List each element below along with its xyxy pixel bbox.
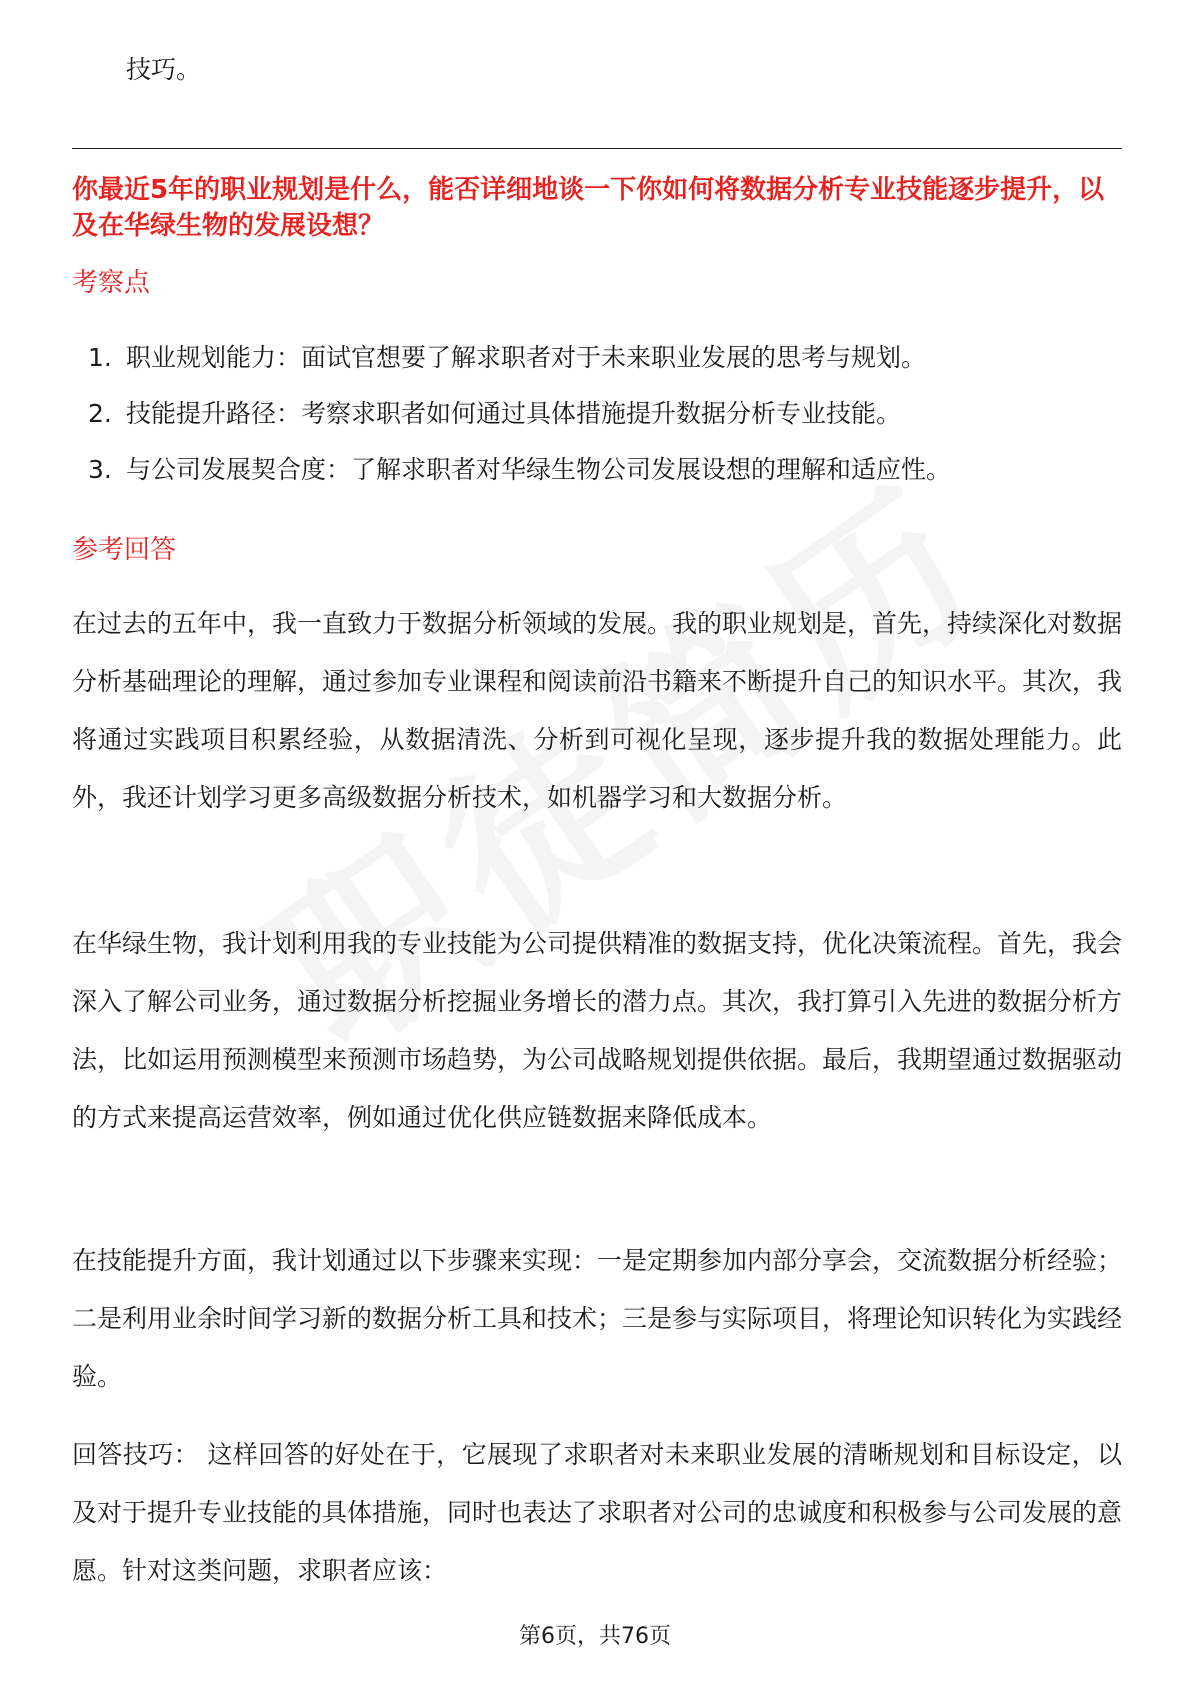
- list-item-text: 职业规划能力：面试官想要了解求职者对于未来职业发展的思考与规划。: [126, 343, 927, 372]
- list-item-number: 1.: [88, 343, 112, 372]
- interview-question: 你最近5年的职业规划是什么，能否详细地谈一下你如何将数据分析专业技能逐步提升，以及在华绿生物的发展设想？: [72, 175, 1105, 241]
- list-item-number: 2.: [88, 399, 112, 428]
- assessment-list: [72, 340, 1122, 508]
- list-item-text: 技能提升路径：考察求职者如何通过具体措施提升数据分析专业技能。: [126, 399, 902, 428]
- answer-paragraph: 在华绿生物，我计划利用我的专业技能为公司提供精准的数据支持，优化决策流程。首先，我会深入了解公司业务，通过数据分析挖掘业务增长的潜力点。其次，我打算引入先进的数据分析方法，比如运用预测模型来预测市场趋势，为公司战略规划提供依据。最后，我期望通过数据驱动的方式来提高运营效率，例如通过优化供应链数据来降低成本。: [72, 929, 1123, 1132]
- answer-paragraph: 在过去的五年中，我一直致力于数据分析领域的发展。我的职业规划是，首先，持续深化对数据分析基础理论的理解，通过参加专业课程和阅读前沿书籍来不断提升自己的知识水平。其次，我将通过实践项目积累经验，从数据清洗、分析到可视化呈现，逐步提升我的数据处理能力。此外，我还计划学习更多高级数据分析技术，如机器学习和大数据分析。: [72, 609, 1123, 812]
- list-item: [72, 452, 1122, 508]
- list-item-text: 与公司发展契合度：了解求职者对华绿生物公司发展设想的理解和适应性。: [126, 455, 952, 484]
- answer-tips-paragraph: 回答技巧： 这样回答的好处在于，它展现了求职者对未来职业发展的清晰规划和目标设定，以及对于提升专业技能的具体措施，同时也表达了求职者对公司的忠诚度和积极参与公司发展的意愿。针对这类问题，求职者应该：: [72, 1440, 1123, 1585]
- list-item: [72, 340, 1122, 396]
- continued-text-fragment: 技巧。: [126, 55, 202, 84]
- assessment-heading: 考察点: [72, 268, 151, 298]
- section-divider: [72, 148, 1122, 149]
- answer-paragraph: 在技能提升方面，我计划通过以下步骤来实现：一是定期参加内部分享会，交流数据分析经验；二是利用业余时间学习新的数据分析工具和技术；三是参与实际项目，将理论知识转化为实践经验。: [72, 1246, 1123, 1391]
- list-item-number: 3.: [88, 455, 112, 484]
- page-number: 第6页，共76页: [519, 1624, 671, 1649]
- list-item: [72, 396, 1122, 452]
- reference-answer-heading: 参考回答: [72, 535, 177, 565]
